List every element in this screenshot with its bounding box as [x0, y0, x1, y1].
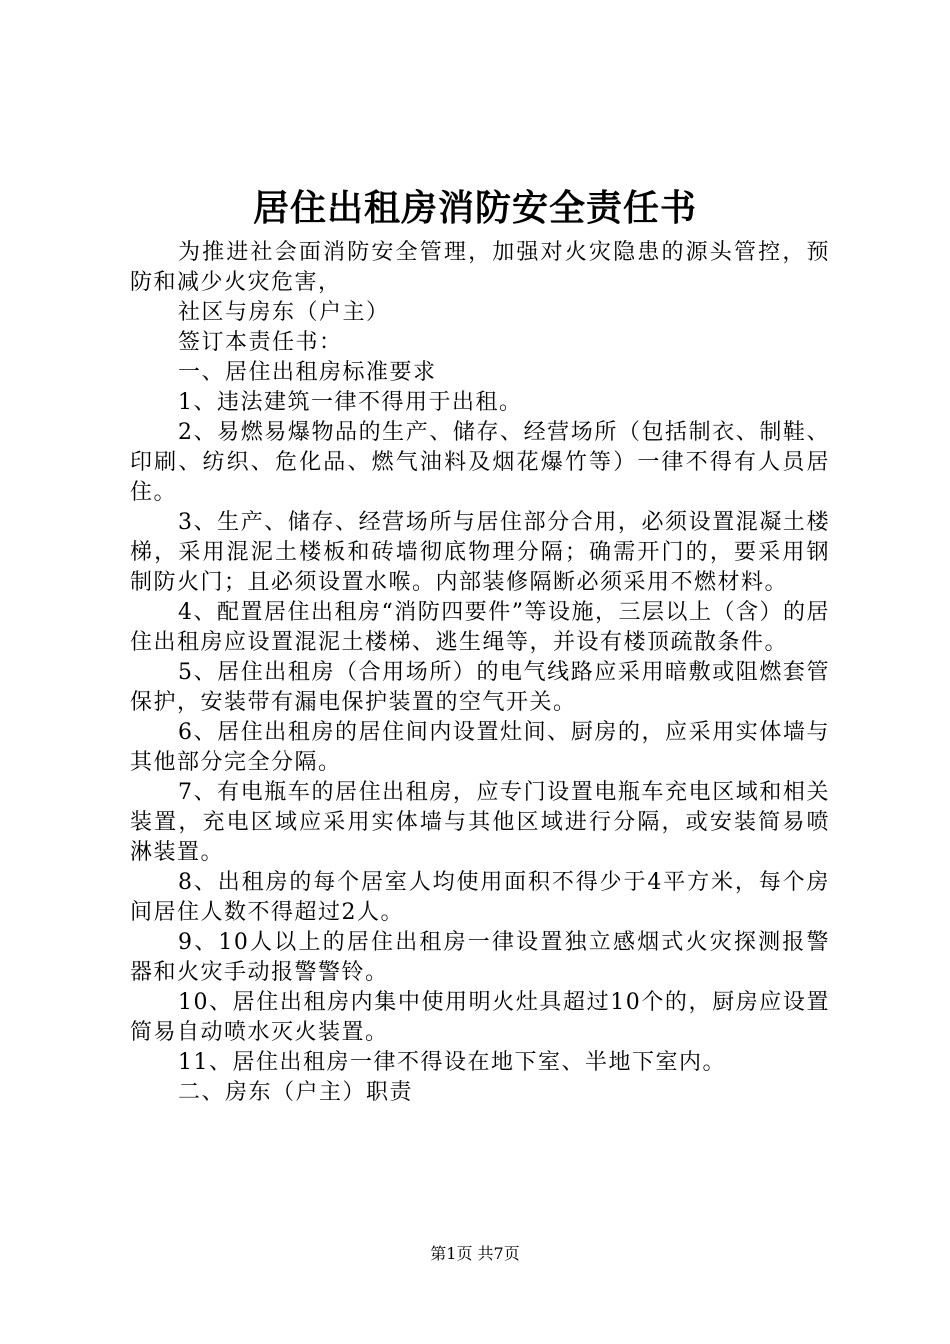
list-item: 5、居住出租房（合用场所）的电气线路应采用暗敷或阻燃套管保护，安装带有漏电保护装置的空气开关。: [130, 660, 830, 715]
paragraph-intro: 为推进社会面消防安全管理，加强对火灾隐患的源头管控，预防和减少火灾危害，: [130, 240, 830, 295]
page-indicator: 第1页 共7页: [430, 1244, 520, 1263]
section-heading-landlord-duties: 二、房东（户主）职责: [178, 1080, 414, 1105]
list-item: 8、出租房的每个居室人均使用面积不得少于4平方米，每个房间居住人数不得超过2人。: [130, 870, 830, 925]
list-item: 2、易燃易爆物品的生产、储存、经营场所（包括制衣、制鞋、印刷、纺织、危化品、燃气油料及烟花爆竹等）一律不得有人员居住。: [130, 420, 830, 505]
list-item: 3、生产、储存、经营场所与居住部分合用，必须设置混凝土楼梯，采用混泥土楼板和砖墙彻底物理分隔；确需开门的，要采用钢制防火门；且必须设置水喉。内部装修隔断必须采用不燃材料。: [130, 510, 830, 595]
list-item: 9、10人以上的居住出租房一律设置独立感烟式火灾探测报警器和火灾手动报警警铃。: [130, 930, 830, 985]
list-item: 6、居住出租房的居住间内设置灶间、厨房的，应采用实体墙与其他部分完全分隔。: [130, 720, 830, 775]
list-item: 11、居住出租房一律不得设在地下室、半地下室内。: [178, 1050, 726, 1075]
document-title: 居住出租房消防安全责任书: [252, 187, 697, 229]
list-item: 1、违法建筑一律不得用于出租。: [178, 390, 523, 415]
paragraph-signing: 签订本责任书：: [178, 330, 343, 355]
document-body: [130, 238, 830, 1108]
list-item: 10、居住出租房内集中使用明火灶具超过10个的，厨房应设置简易自动喷水灭火装置。: [130, 990, 830, 1045]
section-heading-requirements: 一、居住出租房标准要求: [178, 360, 437, 385]
list-item: 4、配置居住出租房“消防四要件”等设施，三层以上（含）的居住出租房应设置混泥土楼梯、逃生绳等，并设有楼顶疏散条件。: [130, 600, 830, 655]
list-item: 7、有电瓶车的居住出租房，应专门设置电瓶车充电区域和相关装置，充电区域应采用实体墙与其他区域进行分隔，或安装简易喷淋装置。: [130, 780, 830, 865]
paragraph-parties: 社区与房东（户主）: [178, 300, 390, 325]
